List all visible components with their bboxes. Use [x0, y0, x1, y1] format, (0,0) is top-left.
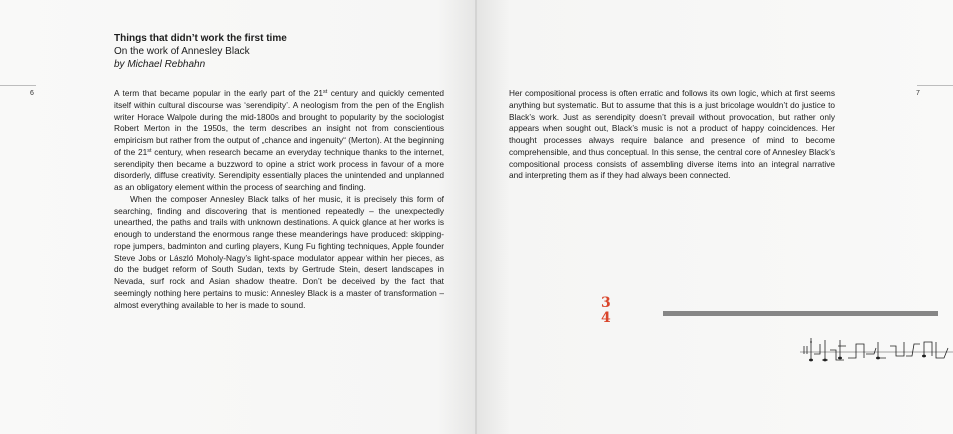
left-margin-rule	[0, 85, 36, 86]
book-gutter	[475, 0, 477, 434]
ordinal-suffix: st	[322, 89, 328, 95]
horizontal-bar	[663, 311, 938, 316]
paragraph-1	[114, 88, 444, 194]
page-number-right: 7	[916, 90, 920, 97]
right-text-column	[509, 88, 835, 182]
page-digits-graphic	[601, 296, 611, 326]
right-margin-rule	[917, 85, 953, 86]
music-notation-fragment	[800, 330, 953, 375]
paragraph-2: When the composer Annesley Black talks of her music, it is precisely this form of searching, finding and discovering that is mentioned repeatedly – the unexpectedly unearthed, the paths and trails with unknown destinations. A quick glance at her works is enough to understand the enormous range these meanderings have produced: skipping-rope jumpers, badminton and curling players, Kung Fu fighting techniques, Apple founder Steve Jobs or László Moholy-Nagy’s light-space modulator appear within her pieces, as do the budget reform of South Sudan, texts by Gertrude Stein, desert landscapes in Nevada, surf rock and Asian shadow theatre. Don’t be deceived by the fact that seemingly nothing here pertains to music: Annesley Black is a master of transformation – almost everything available to her is made to sound.	[114, 193, 444, 310]
paragraph-1-text-a: A term that became popular in the early part of the 21	[114, 88, 323, 98]
digit-four: 4	[601, 310, 611, 326]
digit-three: 3	[601, 295, 611, 311]
paragraph-1-text-b: century and quickly cemented itself within cultural discourse was ‘serendipity’. A neologism from the pen of the English writer Horace Walpole during the mid-1800s and brought to popularity by the sociologist Robert Merton in the 1950s, the term describes an insight not from conscientious empiricism but rather from the output of „chance and ingenuity“ (Merton). At the beginning of the 21	[114, 88, 445, 157]
paragraph-3: Her compositional process is often erratic and follows its own logic, which at first seems anything but systematic. But to assume that this is a just bricolage wouldn’t do justice to Black’s work. Just as serendipity doesn’t prevail without provocation, but rather only appears when sought out, Black’s music is not a product of happy coincidences. Her thought processes always require balance and presence of mind to become comprehensible, and thus conceptual. In this sense, the central core of Annesley Black’s compositional process consists of assembling diverse items into an integral narrative and interpreting them as if they had always been connected.	[509, 88, 835, 181]
ordinal-suffix: st	[147, 147, 152, 154]
left-text-column	[114, 88, 444, 311]
article-title: Things that didn’t work the first time	[114, 33, 287, 44]
article-subtitle: On the work of Annesley Black	[114, 45, 250, 57]
paragraph-1-text-c: century, when research became an everyday technique thanks to the internet, serendipity then became a buzzword to opine a strict work process in favour of a more disorderly, diffuse creativity. Serendipity essentially places the unintended and unplanned as an obligatory element within the process of searching and finding.	[114, 146, 445, 192]
article-heading	[114, 33, 287, 71]
article-author: by Michael Rebhahn	[114, 58, 206, 70]
page-number-left: 6	[30, 90, 34, 97]
